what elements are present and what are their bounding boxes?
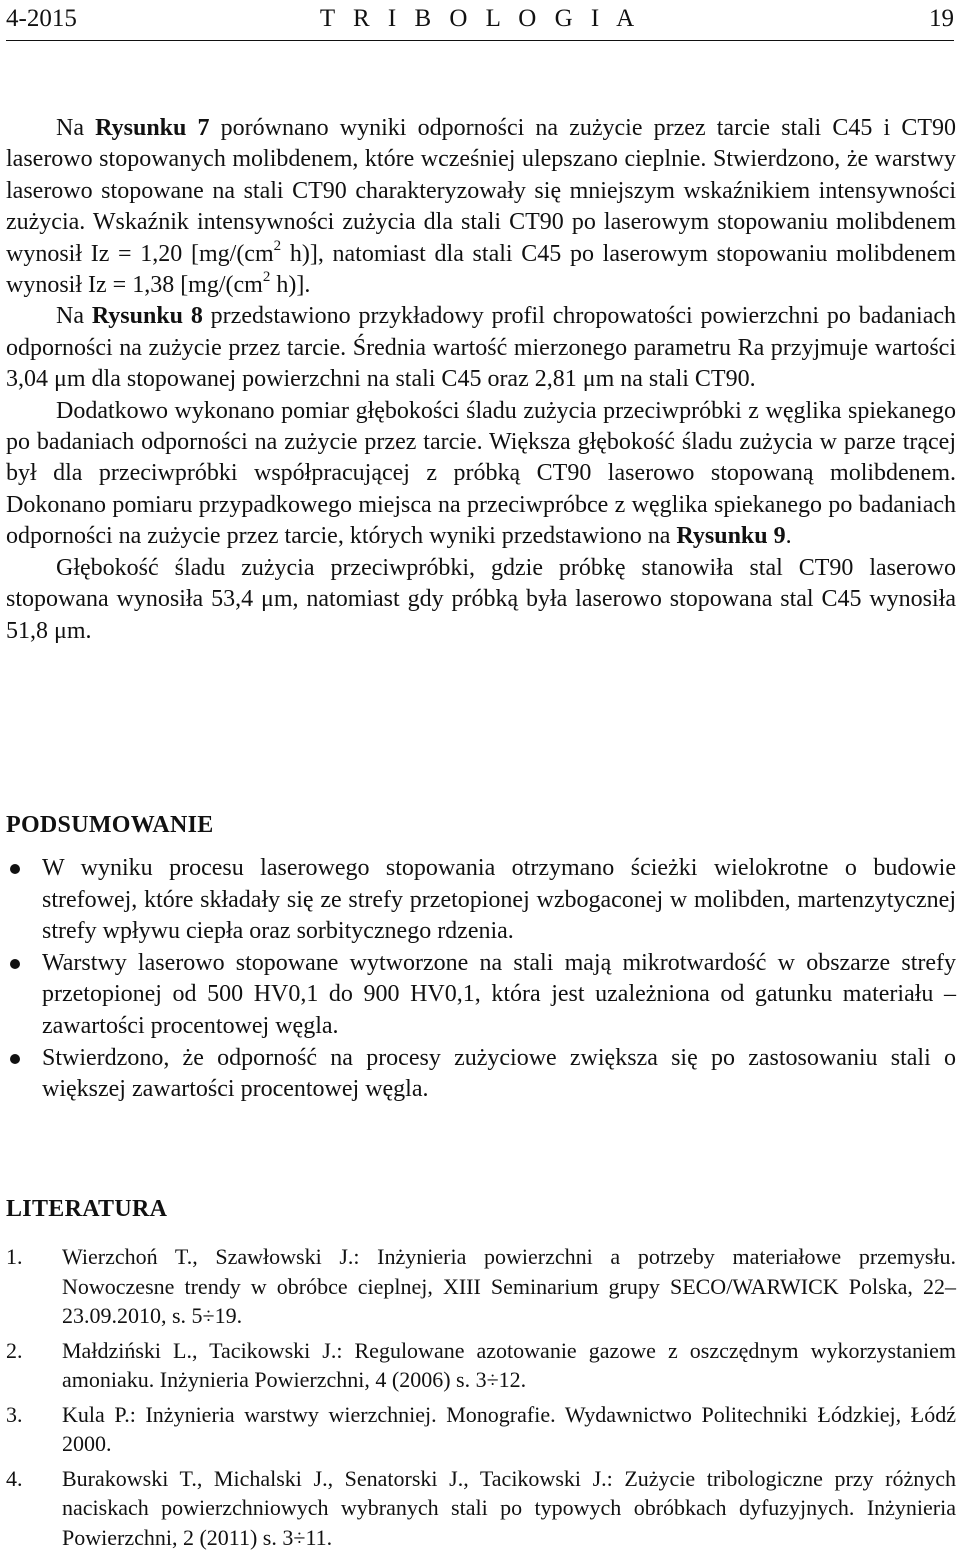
paragraph-1 <box>6 113 956 301</box>
p3-text-a: Dodatkowo wykonano pomiar głębokości śladu zużycia przeciwpróbki z węglika spiekanego po badaniach odporności na zużycie przez tarcie. Większa głębokość śladu zużycia w parze trącej był dla przeciwpróbki współpracującej z próbką CT90 laserowo stopowaną molibdenem. Dokonano pomiaru przypadkowego miejsca na przeciwpróbce z węglika spiekanego po badaniach odporności na zużycie przez tarcie, których wyniki przedstawiono na <box>6 397 956 550</box>
reference-item <box>6 1464 956 1553</box>
literature-heading: LITERATURA <box>6 1196 168 1222</box>
p2-text-a: Na <box>56 303 92 330</box>
reference-item <box>6 1242 956 1331</box>
bullet-icon <box>10 864 20 874</box>
p1-text-d: h)], natomiast dla stali C45 po laserowym stopowaniu molibdenem wynosił Iz = 1,38 [mg/(cm <box>6 240 957 299</box>
header-rule <box>6 40 954 41</box>
summary-item: Warstwy laserowo stopowane wytworzone na stali mają mikrotwardość w obszarze strefy przetopionej od 500 HV0,1 do 900 HV0,1, która jest uzależniona od gatunku materiału – zawartości procentowej węgla. <box>6 948 956 1043</box>
summary-item: Stwierdzono, że odporność na procesy zużyciowe zwiększa się po zastosowaniu stali o większej zawartości procentowej węgla. <box>6 1043 956 1106</box>
body-text <box>6 113 956 647</box>
p1-superscript-1: 2 <box>273 237 282 254</box>
running-header <box>6 2 954 36</box>
reference-text: Kula P.: Inżynieria warstwy wierzchniej. Monografie. Wydawnictwo Politechniki Łódzkiej, Łódź 2000. <box>62 1401 956 1456</box>
figure-ref-7: Rysunku 7 <box>95 115 210 141</box>
reference-number: 1. <box>6 1244 23 1269</box>
figure-ref-8: Rysunku 8 <box>91 303 203 330</box>
bullet-icon <box>10 1054 20 1064</box>
reference-item <box>6 1400 956 1459</box>
reference-list <box>6 1242 956 1557</box>
figure-ref-9: Rysunku 9 <box>676 523 786 550</box>
summary-list <box>6 853 956 1106</box>
paragraph-2 <box>6 301 956 395</box>
p1-text-e: h)]. <box>270 272 311 299</box>
paragraph-3 <box>6 396 956 553</box>
reference-text: Małdziński L., Tacikowski J.: Regulowane azotowanie gazowe z oszczędnym wykorzystaniem amoniaku. Inżynieria Powierzchni, 4 (2006) s. 3÷12. <box>62 1337 956 1392</box>
reference-number: 3. <box>6 1401 23 1427</box>
journal-title: T R I B O L O G I A <box>319 5 641 32</box>
summary-item: W wyniku procesu laserowego stopowania otrzymano ścieżki wielokrotne o budowie strefowej, które składały się ze strefy przetopionej wzbogaconej w molibden, martenzytycznej strefy wpływu ciepła oraz sorbitycznego rdzenia. <box>6 853 956 948</box>
paragraph-4: Głębokość śladu zużycia przeciwpróbki, gdzie próbkę stanowiła stal CT90 laserowo stopowana wynosiła 53,4 μm, natomiast gdy próbką była laserowo stopowana stal C45 wynosiła 51,8 μm. <box>6 554 956 644</box>
reference-text: Burakowski T., Michalski J., Senatorski J., Tacikowski J.: Zużycie tribologiczne przy różnych naciskach powierzchniowych wybranych stali po typowych obróbkach dyfuzyjnych. Inżynieria Powierzchni, 2 (2011) s. 3÷11. <box>62 1465 956 1550</box>
p1-superscript-2: 2 <box>262 269 271 286</box>
p1-text-a: Na <box>56 115 96 141</box>
p2-text-c: przedstawiono przykładowy profil chropowatości powierzchni po badaniach odporności na zużycie przez tarcie. Średnia wartość mierzonego parametru Ra przyjmuje wartości 3,04 μm dla stopowanej powierzchni na stali C45 oraz 2,81 μm na stali CT90. <box>6 303 957 393</box>
reference-item <box>6 1336 956 1395</box>
p3-text-c: . <box>785 523 792 550</box>
summary-heading: PODSUMOWANIE <box>6 812 214 838</box>
page-number: 19 <box>929 5 954 32</box>
reference-text: Wierzchoń T., Szawłowski J.: Inżynieria powierzchni a potrzeby materiałowe przemysłu. Nowoczesne trendy w obróbce cieplnej, XIII Seminarium grupy SECO/WARWICK Polska, 22–23.09.2010, s. 5÷19. <box>62 1244 956 1328</box>
issue-number: 4-2015 <box>6 5 77 32</box>
bullet-icon <box>10 959 20 969</box>
p1-text-c: porównano wyniki odporności na zużycie przez tarcie stali C45 i CT90 laserowo stopowanych molibdenem, które wcześniej ulepszano cieplnie. Stwierdzono, że warstwy laserowo stopowane na stali CT90 charakteryzowały się mniejszym wskaźnikiem intensywności zużycia. Wskaźnik intensywności zużycia dla stali CT90 po laserowym stopowaniu molibdenem wynosił Iz = 1,20 [mg/(cm <box>6 115 956 267</box>
reference-number: 4. <box>6 1465 23 1491</box>
reference-number: 2. <box>6 1337 23 1363</box>
